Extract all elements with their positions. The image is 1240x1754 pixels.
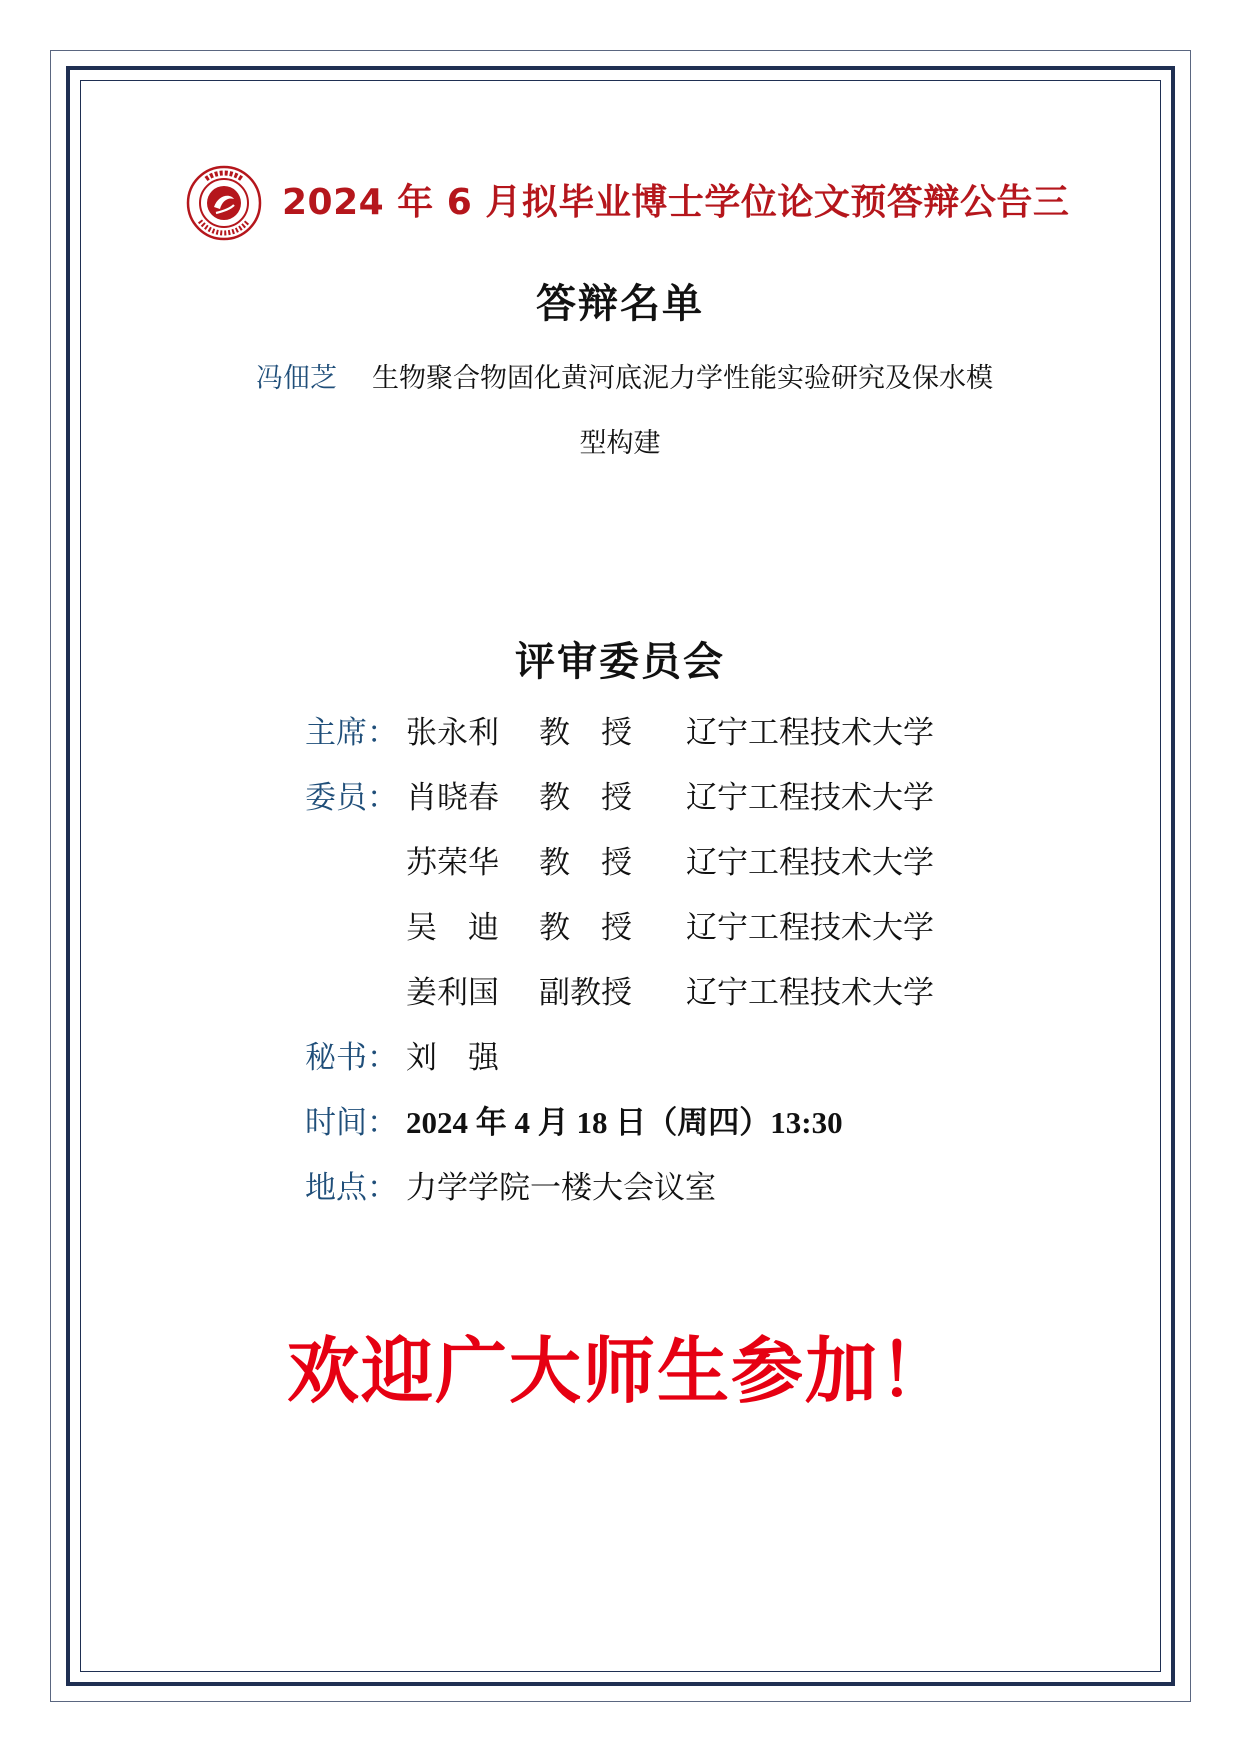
member-institution: 辽宁工程技术大学 — [686, 975, 934, 1011]
committee-heading: 评审委员会 — [515, 639, 725, 685]
place-label: 地点： — [305, 1170, 398, 1206]
candidate-name: 冯佃芝 — [256, 363, 337, 394]
member-institution: 辽宁工程技术大学 — [686, 780, 934, 816]
member-title: 教 授 — [539, 845, 632, 881]
member-label: 委员： — [305, 780, 398, 816]
thesis-title-line-2: 型构建 — [579, 428, 661, 459]
member-title: 教 授 — [539, 910, 632, 946]
secretary-name: 刘 强 — [406, 1040, 499, 1076]
secretary-label: 秘书： — [305, 1040, 398, 1076]
member-institution: 辽宁工程技术大学 — [686, 715, 934, 751]
member-name: 苏荣华 — [406, 845, 499, 881]
place-value: 力学学院一楼大会议室 — [406, 1170, 716, 1206]
defense-list-heading: 答辩名单 — [536, 281, 704, 327]
time-label: 时间： — [305, 1105, 398, 1141]
announcement-header — [0, 165, 1240, 241]
chair-label: 主席： — [305, 715, 398, 751]
member-title: 副教授 — [539, 975, 632, 1011]
university-logo-icon — [186, 165, 262, 241]
member-title: 教 授 — [539, 715, 632, 751]
member-institution: 辽宁工程技术大学 — [686, 845, 934, 881]
member-title: 教 授 — [539, 780, 632, 816]
welcome-banner: 欢迎广大师生参加！ — [286, 1329, 953, 1413]
member-institution: 辽宁工程技术大学 — [686, 910, 934, 946]
member-name: 姜利国 — [406, 975, 499, 1011]
time-value: 2024 年 4 月 18 日（周四）13:30 — [406, 1105, 843, 1140]
thesis-title-line-1: 生物聚合物固化黄河底泥力学性能实验研究及保水模 — [372, 363, 993, 394]
member-name: 肖晓春 — [406, 780, 499, 816]
announcement-title: 2024 年 6 月拟毕业博士学位论文预答辩公告三 — [282, 182, 1070, 223]
member-name: 吴 迪 — [406, 910, 499, 946]
member-name: 张永利 — [406, 715, 499, 751]
